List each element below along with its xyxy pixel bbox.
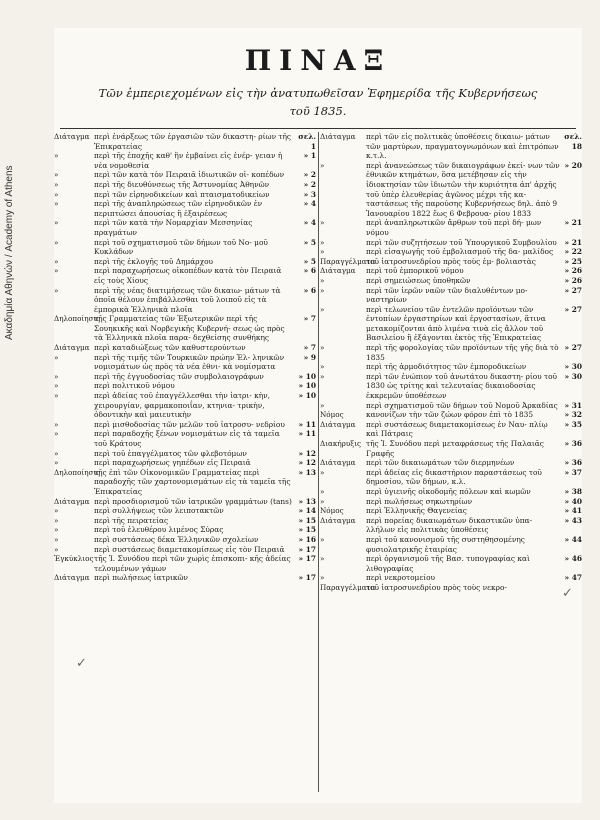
entry-category: Παραγγέλματα (320, 256, 376, 266)
entry-category: » (54, 381, 59, 391)
entry-category: » (54, 448, 59, 458)
index-entry (320, 516, 582, 535)
entry-category: » (320, 285, 325, 295)
entry-title: περὶ τῶν εἰς πολιτικὰς ὑποθέσεις δικαιω- μάτων τῶν μαρτύρων, πραγματογνωμόνων καὶ ἐπιτρόπων κ.τ.λ. (366, 132, 559, 161)
entry-category: » (320, 275, 325, 285)
entry-title: περὶ καταδιώξεως τῶν καθυστερούντων (94, 343, 246, 353)
index-entry (54, 314, 316, 343)
entry-title: τῆς Γραμματείας τῶν Ἐξωτερικῶν περὶ τῆς Σουηκικῆς καὶ Νορβεγικῆς Κυβερνή- σεως ὡς πρὸς τὰ Ἑλληνικὰ πλοῖα παρα- δεχθείσης συνθήκης (94, 314, 285, 343)
index-entry (54, 266, 316, 285)
entry-page-number: » 17 (298, 573, 316, 583)
index-entry (54, 525, 316, 535)
entry-category: Διάταγμα (320, 132, 356, 141)
index-column-left (54, 132, 316, 797)
entry-page-number: » 14 (298, 506, 316, 516)
entry-page-number: » 40 (564, 496, 582, 506)
entry-category: » (54, 534, 59, 544)
entry-category: » (320, 362, 325, 372)
index-entry (54, 554, 316, 573)
entry-title: περὶ σημειώσεως ὑποθηκῶν (366, 275, 471, 285)
entry-page-number: » 37 (564, 467, 582, 477)
entry-title: περὶ τῆς πειρατείας (94, 515, 169, 525)
index-entry (54, 391, 316, 420)
pencil-check-mark: ✓ (76, 656, 87, 671)
entry-category: » (320, 371, 325, 381)
entry-category: » (320, 304, 325, 314)
entry-page-number: » 5 (303, 237, 316, 247)
entry-title: περὶ συστάσεως διαμετακομίσεως ἐν Ναυ- πλίῳ καὶ Πάτραις (366, 419, 548, 439)
entry-category: » (320, 237, 325, 247)
entry-page-number: σελ. 18 (564, 132, 582, 151)
index-entry (54, 132, 316, 151)
entry-title: περὶ τῶν εἰρηνοδικείων καὶ πταισματοδικείων (94, 189, 270, 199)
entry-page-number: » 26 (564, 266, 582, 276)
entry-category: » (320, 160, 325, 170)
index-entry (320, 401, 582, 411)
entry-page-number: » 6 (303, 266, 316, 276)
index-entry (54, 458, 316, 468)
entry-page-number: » 7 (303, 343, 316, 353)
index-entry (54, 180, 316, 190)
entry-category: Διάταγμα (320, 266, 356, 276)
entry-page-number: » 5 (303, 256, 316, 266)
entry-category: Διάταγμα (54, 132, 90, 141)
entry-page-number: » 2 (303, 170, 316, 180)
entry-title: περὶ τῆς ἐκλογῆς τοῦ Δημάρχου (94, 256, 214, 266)
entry-title: περὶ Ἑλληνικῆς Θαγενείας (366, 506, 467, 516)
entry-page-number: » 44 (564, 534, 582, 544)
entry-category: Διάταγμα (54, 573, 90, 583)
index-entry (320, 458, 582, 468)
index-entry (320, 506, 582, 516)
index-entry (320, 132, 582, 161)
entry-title: περὶ τοῦ σχηματισμοῦ τῶν δήμων τοῦ Νο- μοῦ Κυκλάδων (94, 237, 268, 257)
entry-page-number: » 17 (298, 554, 316, 564)
entry-title: περὶ τῆς νέας διατιμήσεως τῶν δικαιω- μάτων τὰ ὁποῖα θέλουν ἐπιβάλλεσθαι τοῦ λοιποῦ εἰς τὰ ἐμπορικὰ Ἑλληνικὰ πλοῖα (94, 285, 281, 314)
entry-page-number: » 36 (564, 439, 582, 448)
index-entry (320, 238, 582, 248)
index-entry (320, 266, 582, 276)
index-entry (54, 429, 316, 448)
entry-title: περὶ παραχωρήσεως οἰκοπέδων κατὰ τὸν Πειραιᾶ εἰς τοὺς Χίους (94, 266, 282, 285)
index-entry (54, 286, 316, 315)
entry-title: τῆς Ἱ. Συνόδου περὶ τῶν χωρὶς ἐπισκοπι- κῆς ἀδείας τελουμένων γάμων (94, 554, 291, 573)
entry-category: » (54, 391, 59, 401)
entry-title: περὶ τῶν ἱερῶν ναῶν τῶν διαλυθέντων μο- ναστηρίων (366, 285, 528, 305)
index-entry (320, 247, 582, 257)
entry-page-number: » 20 (564, 160, 582, 170)
entry-title: περὶ νεκροτομείου (366, 573, 436, 583)
entry-page-number: » 15 (298, 515, 316, 525)
entry-category: » (320, 218, 325, 228)
index-entry (54, 516, 316, 526)
entry-title: περὶ τῆς φορολογίας τῶν προϊόντων τῆς γῆς διὰ τὸ 1835 (366, 343, 559, 362)
entry-page-number: » 36 (564, 458, 582, 468)
index-entry (54, 497, 316, 507)
entry-page-number: » 41 (564, 506, 582, 516)
entry-page-number: » 10 (298, 371, 316, 381)
index-entry (320, 554, 582, 573)
index-entry (54, 190, 316, 200)
index-entry (54, 218, 316, 237)
entry-page-number: » 16 (298, 534, 316, 544)
entry-page-number: » 25 (564, 256, 582, 266)
index-entry (320, 276, 582, 286)
entry-page-number: » 4 (303, 199, 316, 209)
entry-category: Δηλοποίησις (54, 467, 101, 477)
entry-category: Διάταγμα (320, 458, 356, 468)
entry-title: περὶ πωλήσεως ἰατρικῶν (94, 573, 189, 583)
entry-page-number: » 21 (564, 237, 582, 247)
entry-category: » (54, 170, 59, 180)
archive-stamp: Ακαδημία Αθηνών / Academy of Athens (4, 165, 15, 340)
index-entry (54, 449, 316, 459)
entry-category: Διακήρυξις (320, 439, 362, 448)
entry-title: περὶ τῆς ἐγγυοδοσίας τῶν συμβολαιογράφων (94, 371, 264, 381)
entry-page-number: » 43 (564, 515, 582, 525)
entry-page-number: » 12 (298, 458, 316, 468)
index-entry (54, 573, 316, 583)
column-divider (318, 132, 319, 792)
entry-category: » (54, 179, 59, 189)
entry-category: » (320, 554, 325, 564)
entry-category: » (54, 237, 59, 247)
entry-page-number: » 9 (303, 352, 316, 362)
page-title: ΠΙΝΑΞ (244, 44, 392, 77)
document-page (54, 28, 582, 803)
entry-title: περὶ συστάσεως διαμετακομίσεως εἰς τὸν Πειραιᾶ (94, 544, 285, 554)
entry-category: » (54, 419, 59, 429)
index-entry (54, 535, 316, 545)
index-entry (320, 535, 582, 554)
entry-title: περὶ παραχωρήσεως γηπέδων εἰς Πειραιᾶ (94, 458, 251, 468)
index-entry (320, 439, 582, 458)
entry-title: περὶ ὑγιεινῆς οἰκοδομῆς πόλεων καὶ κωμῶν (366, 486, 531, 496)
entry-title: περὶ ἀνανεώσεως τῶν δικαιογράφων ἐκεί- νων τῶν ἐθνικῶν κτημάτων, ὅσα μετέβησαν εἰς τὴν ἰδιοκτησίαν τῶν ἰδιωτῶν τὴν κυριότητα ἀπ' ἀρχῆς τοῦ ὑπὲρ ἐλευθερίας ἀγῶνος μέχρι τῆς κα- ταστάσεως τῆς παρούσης Κυβερνήσεως δηλ. ἀπὸ 9 Ἰανουαρίου 1822 ἕως 6 Φεβρουα- ρίου 1833 (366, 160, 560, 218)
index-entry (320, 257, 582, 267)
header-rule (60, 128, 576, 129)
entry-title: περὶ τελωνείου τῶν ἐντελῶν προϊόντων τῶν ἐντοπίων ἐργαστηρίων καὶ ἐργοστασίων, ἅτινα μετακομίζονται ἀπὸ λιμένα τινὰ εἰς ἄλλον τοῦ Βασιλείου ἢ ἐξάγονται ἐκτὸς τῆς Ἐπικρατείας (366, 304, 546, 343)
entry-title: περὶ σχηματισμοῦ τῶν δήμων τοῦ Νομοῦ Ἀρκαδίας (366, 400, 558, 410)
entry-page-number: » 30 (564, 371, 582, 381)
entry-category: » (54, 352, 59, 362)
entry-category: » (54, 525, 59, 535)
entry-page-number: » 17 (298, 544, 316, 554)
index-entry (54, 420, 316, 430)
entry-page-number: » 6 (303, 285, 316, 295)
index-entry (320, 497, 582, 507)
entry-page-number: » 3 (303, 189, 316, 199)
entry-title: τῆς ἐπὶ τῶν Οἰκονομικῶν Γραμματείας περὶ παραδοχῆς τῶν χαρτονομισμάτων εἰς τὰ ταμεῖα τῆς Ἐπικρατείας (94, 467, 291, 496)
entry-title: κανονίζων τὴν τῶν ζώων φόρον ἐπὶ τὸ 1835 (366, 410, 534, 420)
index-entry (54, 151, 316, 170)
entry-page-number: » 11 (298, 429, 316, 439)
entry-title: περὶ τοῦ ἐλευθέρου λιμένος Σύρας (94, 525, 224, 535)
entry-page-number: » 32 (564, 410, 582, 420)
entry-title: περὶ τοῦ ἐμπορικοῦ νόμου (366, 266, 464, 276)
index-entry (54, 257, 316, 267)
index-entry (320, 305, 582, 343)
entry-page-number: » 10 (298, 381, 316, 391)
index-entry (54, 506, 316, 516)
entry-page-number: » 7 (303, 314, 316, 324)
entry-page-number: » 21 (564, 218, 582, 228)
entry-page-number: » 13 (298, 496, 316, 506)
entry-category: » (320, 534, 325, 544)
entry-page-number: » 35 (564, 419, 582, 429)
entry-title: περὶ ἀδείας τοῦ ἐπαγγέλλεσθαι τὴν ἰατρι- κὴν, χειρουργίαν, φαρμακοποιΐαν, κτηνια- τρικὴν, ὀδοντικὴν καὶ μαιευτικὴν (94, 391, 271, 420)
entry-category: » (320, 496, 325, 506)
index-entry (54, 353, 316, 372)
entry-title: περὶ μισθοδοσίας τῶν μελῶν τοῦ ἰατροσυ- νεδρίου (94, 419, 285, 429)
entry-category: » (54, 151, 59, 161)
entry-page-number: » 4 (303, 218, 316, 228)
entry-category: » (54, 199, 59, 209)
page-subtitle (54, 84, 582, 120)
entry-category: » (54, 256, 59, 266)
entry-page-number: » 31 (564, 400, 582, 410)
index-column-right (320, 132, 582, 797)
index-entry (320, 161, 582, 219)
index-entry (320, 420, 582, 439)
entry-title: περὶ πορείας δικαιωμάτων δικαστικῶν ὑπα- λλήλων εἰς πολιτικὰς ὑποθέσεις (366, 515, 533, 535)
entry-category: » (54, 506, 59, 516)
entry-title: περὶ ἐνάρξεως τῶν ἐργασιῶν τῶν δικαστη- ρίων τῆς Ἐπικρατείας (94, 132, 292, 151)
index-entry (54, 381, 316, 391)
entry-page-number: » 38 (564, 486, 582, 496)
entry-page-number: » 11 (298, 419, 316, 429)
entry-title: περὶ προσδιορισμοῦ τῶν ἰατρικῶν γραμμάτων (tans) (94, 496, 292, 506)
entry-category: » (54, 266, 59, 276)
index-entry (54, 343, 316, 353)
entry-category: » (54, 515, 59, 525)
entry-title: περὶ τῶν κατὰ τὸν Πειραιᾶ ἰδιωτικῶν οἰ- κοπέδων (94, 170, 285, 180)
entry-page-number: » 10 (298, 391, 316, 401)
entry-title: περὶ παραδοχῆς ξένων νομισμάτων εἰς τὰ ταμεῖα τοῦ Κράτους (94, 429, 280, 448)
entry-category: Διάταγμα (320, 419, 356, 429)
entry-page-number: » 26 (564, 275, 582, 285)
index-entry (320, 372, 582, 401)
entry-category: » (54, 218, 59, 228)
entry-category: Νόμος (320, 410, 344, 420)
entry-title: τῆς Ἱ. Συνόδου περὶ μεταφράσεως τῆς Παλαιᾶς Γραφῆς (366, 439, 544, 458)
entry-category: » (320, 573, 325, 583)
entry-page-number: » 13 (298, 467, 316, 477)
pencil-check-mark: ✓ (562, 586, 573, 601)
entry-category: » (54, 544, 59, 554)
entry-category: » (54, 371, 59, 381)
index-entry (320, 573, 582, 583)
entry-category: » (320, 486, 325, 496)
subtitle-line-1: Τῶν ἐμπεριεχομένων εἰς τὴν ἀνατυπωθεῖσαν Ἐφημερίδα τῆς Κυβερνήσεως (98, 86, 538, 100)
index-entry (320, 362, 582, 372)
entry-category: Διάταγμα (320, 515, 356, 525)
index-entry (54, 545, 316, 555)
index-entry (320, 343, 582, 362)
entry-title: περὶ ἀδείας εἰς δικαστήριον παραστάσεως τοῦ δημοσίου, τῶν δήμων, κ.λ. (366, 467, 542, 487)
entry-page-number: » 46 (564, 554, 582, 564)
index-entry (54, 372, 316, 382)
entry-page-number: σελ. 1 (298, 132, 316, 151)
entry-title: περὶ τῶν ἐνώπιον τοῦ ἀνωτάτου δικαστη- ρίου τοῦ 1830 ὡς τρίτης καὶ τελευταίας δικαιοδοσίας ἐκκρεμῶν ὑποθέσεων (366, 371, 558, 401)
entry-category: Νόμος (320, 506, 344, 516)
index-entry (320, 410, 582, 420)
entry-title: περὶ τοῦ κανονισμοῦ τῆς συστηθησομένης φυσιολατρικῆς ἑταιρίας (366, 534, 525, 554)
entry-category: Διάταγμα (54, 343, 90, 353)
entry-page-number: » 12 (298, 448, 316, 458)
entry-title: περὶ τοῦ ἐπαγγέλματος τῶν φλεβοτόμων (94, 448, 247, 458)
index-entry (320, 487, 582, 497)
index-entry (320, 468, 582, 487)
entry-title: τοῦ ἰατροσυνεδρίου πρὸς τοὺς νεκρο- (366, 582, 507, 592)
entry-title: περὶ ὀργανισμοῦ τῆς Βασ. τυπογραφίας καὶ λιθογραφίας (366, 554, 530, 573)
entry-title: περὶ τῆς ἁρμοδιότητος τῶν ἐμποροδικείων (366, 362, 527, 372)
index-entry (320, 583, 582, 593)
entry-title: περὶ τῆς ἐποχῆς καθ' ἣν ἐμβαίνει εἰς ἐνέρ- γειαν ἡ νέα νομοθεσία (94, 151, 283, 170)
entry-title: περὶ τῆς τιμῆς τῶν Τουρκικῶν πρώην Ἑλ- ληνικῶν νομισμάτων ὡς πρὸς τὰ νέα ἐθνι- κὰ νομίσματα (94, 352, 285, 372)
entry-page-number: » 2 (303, 179, 316, 189)
index-entry (54, 238, 316, 257)
entry-category: » (320, 400, 325, 410)
entry-category: » (320, 247, 325, 257)
entry-page-number: » 47 (564, 573, 582, 583)
entry-page-number: » 1 (303, 151, 316, 161)
entry-category: Δηλοποίησις (54, 314, 101, 324)
index-entry (54, 199, 316, 218)
entry-category: Διάταγμα (54, 496, 90, 506)
entry-category: » (54, 429, 59, 439)
entry-title: περὶ ἀναπληρωτικῶν ἄρθρων τοῦ περὶ δή- μων νόμου (366, 218, 542, 237)
entry-category: » (320, 343, 325, 353)
entry-page-number: » 27 (564, 285, 582, 295)
index-entry (54, 468, 316, 497)
entry-title: περὶ συστάσεως δέκα Ἑλληνικῶν σχολείων (94, 534, 259, 544)
entry-page-number: » 22 (564, 247, 582, 257)
entry-category: » (54, 458, 59, 468)
entry-page-number: » 30 (564, 362, 582, 372)
entry-title: περὶ εἰσαγωγῆς τοῦ ἐμβολιασμοῦ τῆς δα- μαλίδος (366, 247, 554, 257)
entry-title: περὶ συλλήψεως τῶν λειποτακτῶν (94, 506, 224, 516)
entry-category: Ἐγκύκλιος (54, 554, 94, 564)
entry-category: » (54, 285, 59, 295)
entry-title: περὶ τῆς διευθύνσεως τῆς Ἀστυνομίας Ἀθηνῶν (94, 179, 270, 189)
entry-title: τοῦ ἰατροσυνεδρίου πρὸς τοὺς ἐμ- βολιαστὰς (366, 256, 536, 266)
entry-page-number: » 27 (564, 304, 582, 314)
index-entry (320, 218, 582, 237)
entry-title: περὶ πωλήσεως σηκωτηρίων (366, 496, 473, 506)
entry-title: περὶ τῶν συζητήσεων τοῦ Ὑπουργικοῦ Συμβουλίου (366, 237, 557, 247)
index-entry (320, 286, 582, 305)
index-entry (54, 170, 316, 180)
entry-title: περὶ τῆς ἀναπληρώσεως τῶν εἰρηνοδικῶν ἐν περιπτώσει ἀπουσίας ἢ ἐξαιρέσεως (94, 199, 263, 218)
entry-title: περὶ πολιτικοῦ νόμου (94, 381, 175, 391)
entry-category: » (54, 189, 59, 199)
entry-category: Παραγγέλματα (320, 582, 376, 592)
entry-title: περὶ τῶν κατὰ τὴν Νομαρχίαν Μεσσηνίας πραγμάτων (94, 218, 253, 237)
entry-page-number: » 15 (298, 525, 316, 535)
entry-page-number: » 27 (564, 343, 582, 353)
entry-category: » (320, 467, 325, 477)
subtitle-line-2: τοῦ 1835. (289, 104, 347, 118)
entry-title: περὶ τῶν δικαιωμάτων τῶν διερμηνέων (366, 458, 515, 468)
